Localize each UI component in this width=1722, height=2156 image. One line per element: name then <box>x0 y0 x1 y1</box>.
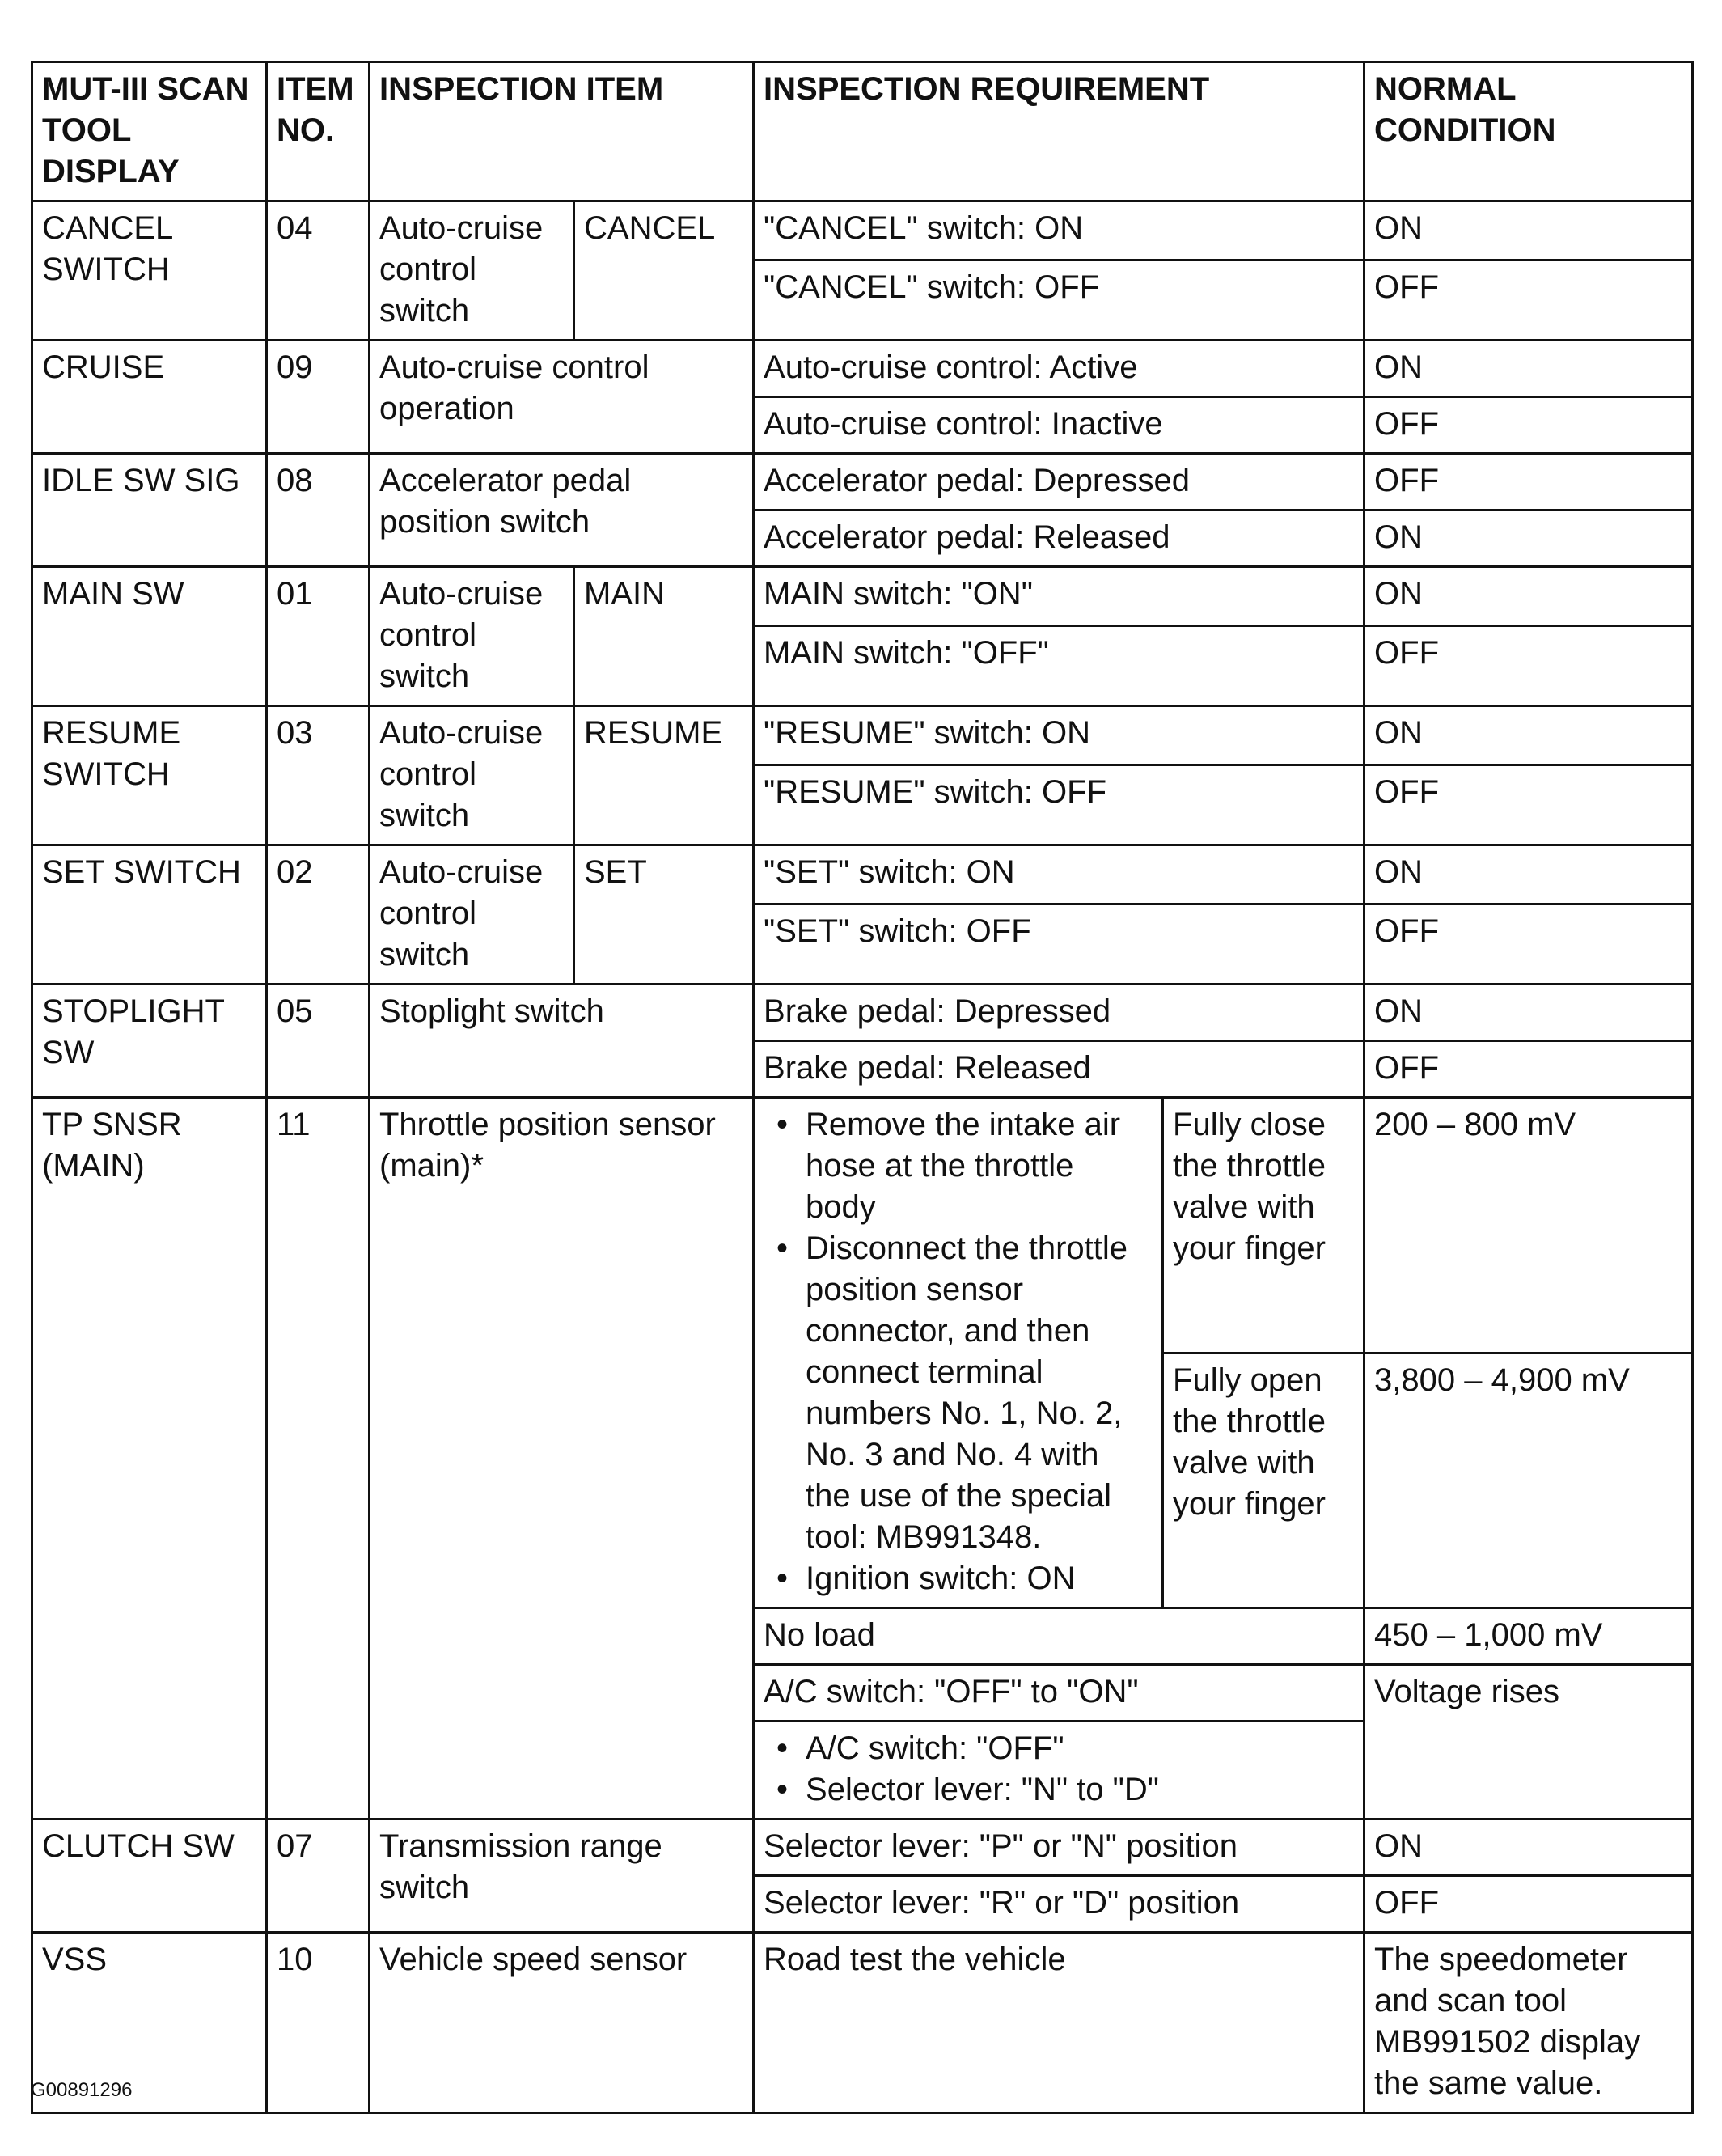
condition-cell: 200 – 800 mV <box>1364 1098 1693 1353</box>
requirement-cell <box>754 1098 1163 1608</box>
display-cell: IDLE SW SIG <box>32 454 267 567</box>
condition-cell: ON <box>1364 510 1693 567</box>
requirement-cell: MAIN switch: "ON" <box>754 567 1364 626</box>
condition-cell: OFF <box>1364 625 1693 705</box>
condition-cell: OFF <box>1364 260 1693 340</box>
item-no-cell: 02 <box>267 845 370 985</box>
condition-cell: ON <box>1364 1819 1693 1876</box>
display-cell: CRUISE <box>32 341 267 454</box>
display-cell: RESUME SWITCH <box>32 706 267 845</box>
requirement-cell: "RESUME" switch: ON <box>754 706 1364 765</box>
requirement-cell: A/C switch: "OFF" to "ON" <box>754 1665 1364 1722</box>
requirement-cell: Selector lever: "R" or "D" position <box>754 1876 1364 1933</box>
requirement-cell: Accelerator pedal: Released <box>754 510 1364 567</box>
inspection-item-cell: Stoplight switch <box>370 985 754 1098</box>
list-item: • Remove the intake air hose at the throttle body <box>806 1104 1153 1228</box>
requirement-cell: "SET" switch: ON <box>754 845 1364 904</box>
list-item: • Selector lever: "N" to "D" <box>806 1769 1354 1811</box>
bullet-list <box>764 1728 1354 1811</box>
inspection-item-cell: Transmission range switch <box>370 1819 754 1933</box>
inspection-item-cell: Auto-cruise control switch <box>370 845 574 985</box>
requirement-cell: Accelerator pedal: Depressed <box>754 454 1364 510</box>
item-no-cell: 01 <box>267 567 370 706</box>
inspection-subitem-cell: SET <box>574 845 754 985</box>
header-inspection-requirement: INSPECTION REQUIREMENT <box>754 62 1364 201</box>
table-row <box>32 1098 1693 1353</box>
inspection-subitem-cell: MAIN <box>574 567 754 706</box>
condition-cell: 450 – 1,000 mV <box>1364 1608 1693 1665</box>
requirement-cell: No load <box>754 1608 1364 1665</box>
inspection-item-cell: Auto-cruise control operation <box>370 341 754 454</box>
item-no-cell: 09 <box>267 341 370 454</box>
requirement-cell: Auto-cruise control: Active <box>754 341 1364 397</box>
condition-cell: ON <box>1364 567 1693 626</box>
list-item: • A/C switch: "OFF" <box>806 1728 1354 1769</box>
display-cell: VSS <box>32 1933 267 2113</box>
item-no-cell: 05 <box>267 985 370 1098</box>
table-row <box>32 985 1693 1041</box>
inspection-item-cell: Auto-cruise control switch <box>370 706 574 845</box>
figure-code: G00891296 <box>31 2079 133 2101</box>
requirement-cell <box>754 1722 1364 1819</box>
item-no-cell: 07 <box>267 1819 370 1933</box>
header-normal-condition: NORMAL CONDITION <box>1364 62 1693 201</box>
condition-cell: ON <box>1364 341 1693 397</box>
requirement-cell: MAIN switch: "OFF" <box>754 625 1364 705</box>
condition-cell: ON <box>1364 845 1693 904</box>
display-cell: TP SNSR (MAIN) <box>32 1098 267 1819</box>
list-item: • Ignition switch: ON <box>806 1558 1153 1599</box>
list-item: • Disconnect the throttle position sensor connector, and then connect terminal numbers No. 1, No. 2, No. 3 and No. 4 with the use of the special tool: MB991348. <box>806 1228 1153 1558</box>
display-cell: SET SWITCH <box>32 845 267 985</box>
table-row <box>32 1819 1693 1876</box>
inspection-item-cell: Auto-cruise control switch <box>370 201 574 341</box>
display-cell: STOPLIGHT SW <box>32 985 267 1098</box>
inspection-item-cell: Throttle position sensor (main)* <box>370 1098 754 1819</box>
requirement-cell: "RESUME" switch: OFF <box>754 765 1364 845</box>
inspection-item-cell: Vehicle speed sensor <box>370 1933 754 2113</box>
condition-cell: OFF <box>1364 397 1693 454</box>
requirement-cell: Auto-cruise control: Inactive <box>754 397 1364 454</box>
condition-cell: OFF <box>1364 1041 1693 1098</box>
display-cell: CANCEL SWITCH <box>32 201 267 341</box>
inspection-item-cell: Accelerator pedal position switch <box>370 454 754 567</box>
condition-cell: ON <box>1364 985 1693 1041</box>
item-no-cell: 03 <box>267 706 370 845</box>
condition-cell: OFF <box>1364 904 1693 984</box>
condition-cell: The speedometer and scan tool MB991502 display the same value. <box>1364 1933 1693 2113</box>
item-no-cell: 10 <box>267 1933 370 2113</box>
condition-cell: Voltage rises <box>1364 1665 1693 1819</box>
table-row <box>32 341 1693 397</box>
display-cell: MAIN SW <box>32 567 267 706</box>
condition-cell: OFF <box>1364 765 1693 845</box>
header-item-no: ITEM NO. <box>267 62 370 201</box>
header-row <box>32 62 1693 201</box>
inspection-table <box>31 61 1694 2114</box>
table-row <box>32 706 1693 765</box>
requirement-cell: "SET" switch: OFF <box>754 904 1364 984</box>
condition-cell: ON <box>1364 706 1693 765</box>
requirement-subcell: Fully close the throttle valve with your finger <box>1163 1098 1364 1353</box>
inspection-subitem-cell: RESUME <box>574 706 754 845</box>
header-inspection-item: INSPECTION ITEM <box>370 62 754 201</box>
inspection-item-cell: Auto-cruise control switch <box>370 567 574 706</box>
table-row <box>32 454 1693 510</box>
condition-cell: 3,800 – 4,900 mV <box>1364 1353 1693 1608</box>
item-no-cell: 08 <box>267 454 370 567</box>
inspection-subitem-cell: CANCEL <box>574 201 754 341</box>
table-row <box>32 1933 1693 2113</box>
bullet-list <box>764 1104 1153 1599</box>
condition-cell: OFF <box>1364 454 1693 510</box>
condition-cell: ON <box>1364 201 1693 260</box>
requirement-cell: Brake pedal: Depressed <box>754 985 1364 1041</box>
requirement-cell: Brake pedal: Released <box>754 1041 1364 1098</box>
requirement-subcell: Fully open the throttle valve with your finger <box>1163 1353 1364 1608</box>
item-no-cell: 04 <box>267 201 370 341</box>
requirement-cell: Selector lever: "P" or "N" position <box>754 1819 1364 1876</box>
table-row <box>32 845 1693 904</box>
requirement-cell: "CANCEL" switch: OFF <box>754 260 1364 340</box>
table-row <box>32 567 1693 626</box>
condition-cell: OFF <box>1364 1876 1693 1933</box>
requirement-cell: "CANCEL" switch: ON <box>754 201 1364 260</box>
item-no-cell: 11 <box>267 1098 370 1819</box>
header-display: MUT-III SCAN TOOL DISPLAY <box>32 62 267 201</box>
display-cell: CLUTCH SW <box>32 1819 267 1933</box>
requirement-cell: Road test the vehicle <box>754 1933 1364 2113</box>
table-row <box>32 201 1693 260</box>
